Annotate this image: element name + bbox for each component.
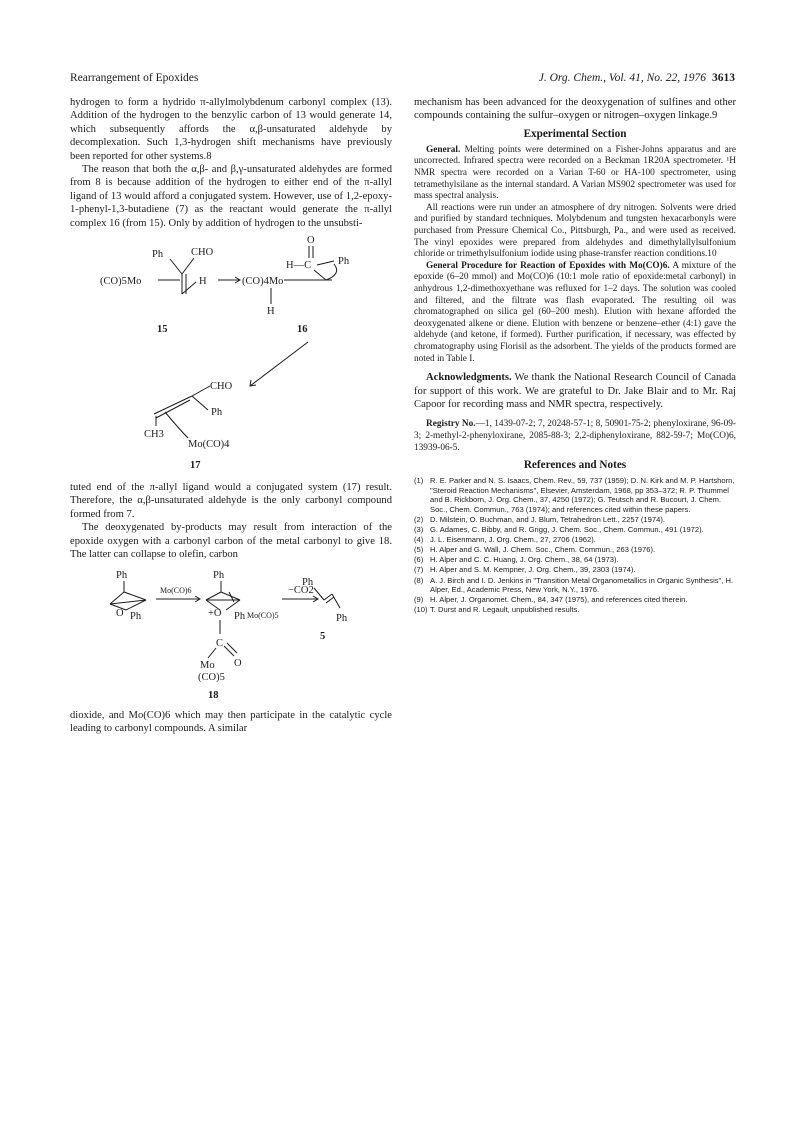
mo-co4-label: Mo(CO)4 xyxy=(188,439,230,451)
reference-item xyxy=(414,605,736,615)
runin-heading: Registry No. xyxy=(426,419,476,430)
paragraph: The reason that both the α,β- and β,γ-unsaturated aldehydes are formed from 8 is because addition of the hydrogen to either end of the π-allyl ligand of 13 would afford a conjugated system. However, use of 1,2-epoxy-1-phenyl-1,3-butadiene (7) as the reactant would generate the π-allyl complex 16 (from 15). Only by addition of hydrogen to the unsubsti- xyxy=(70,164,392,229)
acknowledgments xyxy=(414,371,736,411)
reference-text: T. Durst and R. Legault, unpublished results. xyxy=(430,605,580,615)
reaction-arrow xyxy=(250,342,308,386)
mo-label: Mo xyxy=(200,659,215,671)
bond xyxy=(192,386,210,396)
reference-text: H. Alper and G. Wall, J. Chem. Soc., Chem. Commun., 263 (1976). xyxy=(430,545,656,555)
paragraph xyxy=(414,145,736,203)
paragraph: hydrogen to form a hydrido π-allylmolybdenum carbonyl complex (13). Addition of the hydrogen to the benzylic carbon of 13 would generate 14, which subsequently affords the α,β-unsaturated aldehyde by decomplexation. Such 1,3-hydrogen shift mechanisms have previously been reported for other systems.8 xyxy=(70,97,392,162)
bond xyxy=(124,592,146,600)
coordination-arc xyxy=(165,412,188,438)
compound-label-15: 15 xyxy=(157,324,168,336)
cho-label: CHO xyxy=(191,247,214,259)
reference-list xyxy=(414,476,736,615)
reagent-label: −CO2 xyxy=(288,584,314,596)
reference-item xyxy=(414,545,736,555)
reference-text: H. Alper and S. M. Kempner, J. Org. Chem., 39, 2303 (1974). xyxy=(430,565,636,575)
paragraph-text: Melting points were determined on a Fisher-Johns apparatus and are uncorrected. Infrared spectra were recorded on a Beckman 1R20A spectrometer. ¹H NMR spectra were recorded on a Varian T-60 or HA-100 spectrometer, using tetramethylsilane as the internal standard. A Varian MS902 spectrometer was used for mass spectral analysis. xyxy=(414,144,736,202)
bond xyxy=(224,646,234,656)
reference-item xyxy=(414,535,736,545)
bond xyxy=(227,643,237,653)
ch3-label: CH3 xyxy=(144,429,164,441)
ph-label: Ph xyxy=(213,569,225,581)
reference-text: G. Adames, C. Bibby, and R. Grigg, J. Chem. Soc., Chem. Commun., 491 (1972). xyxy=(430,525,704,535)
bond xyxy=(314,270,326,280)
mo-co5-label: (CO)5Mo xyxy=(100,276,142,288)
registry-numbers xyxy=(414,419,736,454)
running-head: Rearrangement of Epoxides xyxy=(70,72,199,84)
hc-label: H—C xyxy=(286,260,312,272)
oxygen-label: O xyxy=(307,235,315,247)
paragraph: All reactions were run under an atmosphere of dry nitrogen. Solvents were dried and purified by standard techniques. Molybdenum and tungsten hexacarbonyls were purchased from Pressure Chemical Co., Pittsburgh, Pa., and were used as received. The vinyl epoxides were prepared from aldehydes and dimethylallylsulfonium chloride or trimethylsulfonium iodide using phase-transfer reaction conditions.10 xyxy=(414,202,736,260)
section-heading: Experimental Section xyxy=(523,127,627,140)
bond xyxy=(314,588,324,600)
h-label: H xyxy=(267,306,275,318)
co5-label: (CO)5 xyxy=(198,671,225,683)
paragraph xyxy=(414,261,736,365)
bond xyxy=(317,261,334,265)
reference-number: (10) xyxy=(414,605,428,615)
compound-label-17: 17 xyxy=(190,460,201,472)
runin-heading: General. xyxy=(426,144,461,155)
reference-text: D. Milstein, O. Buchman, and J. Blum, Tetrahedron Lett., 2257 (1974). xyxy=(430,514,665,524)
ph-label: Ph xyxy=(130,610,142,622)
oxygen-label: O xyxy=(234,657,242,669)
bond xyxy=(206,592,221,600)
reference-text: J. L. Eisenmann, J. Org. Chem., 27, 2706 (1962). xyxy=(430,535,596,545)
bond xyxy=(170,259,182,274)
paragraph: dioxide, and Mo(CO)6 which may then participate in the catalytic cycle leading to carbonyl compounds. A similar xyxy=(70,709,392,734)
ph-label: Ph xyxy=(211,407,223,419)
compound-label-5: 5 xyxy=(320,630,326,642)
bond xyxy=(110,600,146,604)
compound-label-18: 18 xyxy=(208,689,219,700)
reference-item xyxy=(414,525,736,535)
bond xyxy=(226,600,240,610)
paragraph: tuted end of the π-allyl ligand would a conjugated system (17) result. Therefore, the α,β-unsaturated aldehyde is the only carbonyl compound formed from 7. xyxy=(70,482,392,520)
ph-label: Ph xyxy=(336,612,348,624)
runin-heading: General Procedure for Reaction of Epoxides with Mo(CO)6. xyxy=(426,260,670,271)
paragraph: The deoxygenated by-products may result from interaction of the epoxide oxygen with a carbonyl carbon of the metal carbonyl to give 18. The latter can collapse to olefin, carbon xyxy=(70,522,392,561)
reference-item xyxy=(414,476,736,514)
reference-number: (3) xyxy=(414,525,424,535)
oxonium-label: +O xyxy=(208,607,222,619)
reference-item xyxy=(414,576,736,595)
reference-text: A. J. Birch and I. D. Jenkins in "Transition Metal Organometallics in Organic Synthesis", H. Alper, Ed., Academic Press, New York, N.Y., 1976. xyxy=(430,575,734,595)
journal-citation xyxy=(539,72,735,84)
reference-number: (8) xyxy=(414,575,424,585)
left-column xyxy=(70,96,392,735)
reference-item xyxy=(414,515,736,525)
bond xyxy=(156,400,190,418)
bond xyxy=(192,396,208,410)
cho-label: CHO xyxy=(210,381,233,393)
bond xyxy=(182,258,194,274)
carbon-label: C xyxy=(216,637,224,649)
mo-co4-label: (CO)4Mo xyxy=(242,276,284,288)
experimental-section xyxy=(414,145,736,365)
ph-label: Ph xyxy=(152,249,164,261)
ph-label: Ph xyxy=(302,576,314,588)
reference-number: (7) xyxy=(414,565,424,575)
scheme-18 xyxy=(70,566,392,700)
paragraph-text: A mixture of the epoxide (6–20 mmol) and Mo(CO)6 (10:1 mole ratio of epoxide:metal carbonyl) in anhydrous 1,2-dimethoxyethane was refluxed for 1–2 days. The solution was cooled and filtered, and the filtrate was flash evaporated. The resulting oil was chromatographed on silica gel (60–200 mesh). Elution with hexane afforded the deoxygenated alkene or diene. Elution with benzene or benzene–ether (4:1) gave the aldehyde (and ketone, if formed). Further purification, if necessary, was effected by chromatography using Florisil as the adsorbent. The yields of the products formed are noted in Table I. xyxy=(414,260,736,364)
oxygen-label: O xyxy=(116,607,124,619)
compound-label-16: 16 xyxy=(297,324,308,336)
paragraph-text: We thank the National Research Council of Canada for support of this work. We are grateful to Dr. Jake Blair and to Mr. Raj Capoor for recording mass and NMR spectra, respectively. xyxy=(414,372,736,410)
reference-text: H. Alper and C. C. Huang, J. Org. Chem., 38, 64 (1973). xyxy=(430,555,619,565)
paragraph-text: —1, 1439-07-2; 7, 20248-57-1; 8, 50901-75-2; phenyloxirane, 96-09-3; 2-methyl-2-phenyloxirane, 2085-88-3; 2,2-diphenyloxirane, 882-59-7; Mo(CO)6, 13939-06-5. xyxy=(414,419,736,453)
section-heading: References and Notes xyxy=(523,459,627,472)
reference-text: H. Alper, J. Organomet. Chem., 84, 347 (1975), and references cited therein. xyxy=(430,595,688,605)
reference-item xyxy=(414,565,736,575)
journal-name: J. Org. Chem., Vol. 41, No. 22, 1976 xyxy=(538,72,706,84)
reference-item xyxy=(414,555,736,565)
h-label: H xyxy=(199,276,207,288)
runin-heading: Acknowledgments. xyxy=(426,372,512,384)
reference-text: R. E. Parker and N. S. Isaacs, Chem. Rev., 59, 737 (1959); D. N. Kirk and M. P. Hartshorn, "Steroid Reaction Mechanisms", Elsevier, Amsterdam, 1968, pp 353–372; R. P. Thummel and B. Rickborn, J. Org. Chem., 37, 4250 (1972); G. Teutsch and R. Bucourt, J. Chem. Soc., Chem. Commun., 763 (1974); and references cited within these papers. xyxy=(430,476,735,514)
allyl-arc xyxy=(326,264,337,280)
bond xyxy=(182,282,196,294)
bond xyxy=(154,396,192,414)
scheme-15-16-17 xyxy=(70,234,392,472)
reagent-label: Mo(CO)6 xyxy=(160,585,192,595)
mo-co5-label: Mo(CO)5 xyxy=(247,610,279,620)
reference-number: (9) xyxy=(414,595,424,605)
reference-number: (4) xyxy=(414,535,424,545)
bond xyxy=(332,594,340,608)
right-column xyxy=(414,96,736,615)
registry-block xyxy=(414,419,736,454)
ph-label: Ph xyxy=(116,569,128,581)
reference-number: (5) xyxy=(414,545,424,555)
reference-number: (2) xyxy=(414,514,424,524)
reference-number: (1) xyxy=(414,476,424,486)
ph-label: Ph xyxy=(234,610,246,622)
bond xyxy=(208,648,216,658)
page-number: 3613 xyxy=(712,72,735,84)
reference-number: (6) xyxy=(414,555,424,565)
paragraph: mechanism has been advanced for the deoxygenation of sulfines and other compounds containing the sulfur–oxygen or nitrogen–oxygen linkage.9 xyxy=(414,97,736,122)
reference-item xyxy=(414,595,736,605)
ph-label: Ph xyxy=(338,256,350,268)
